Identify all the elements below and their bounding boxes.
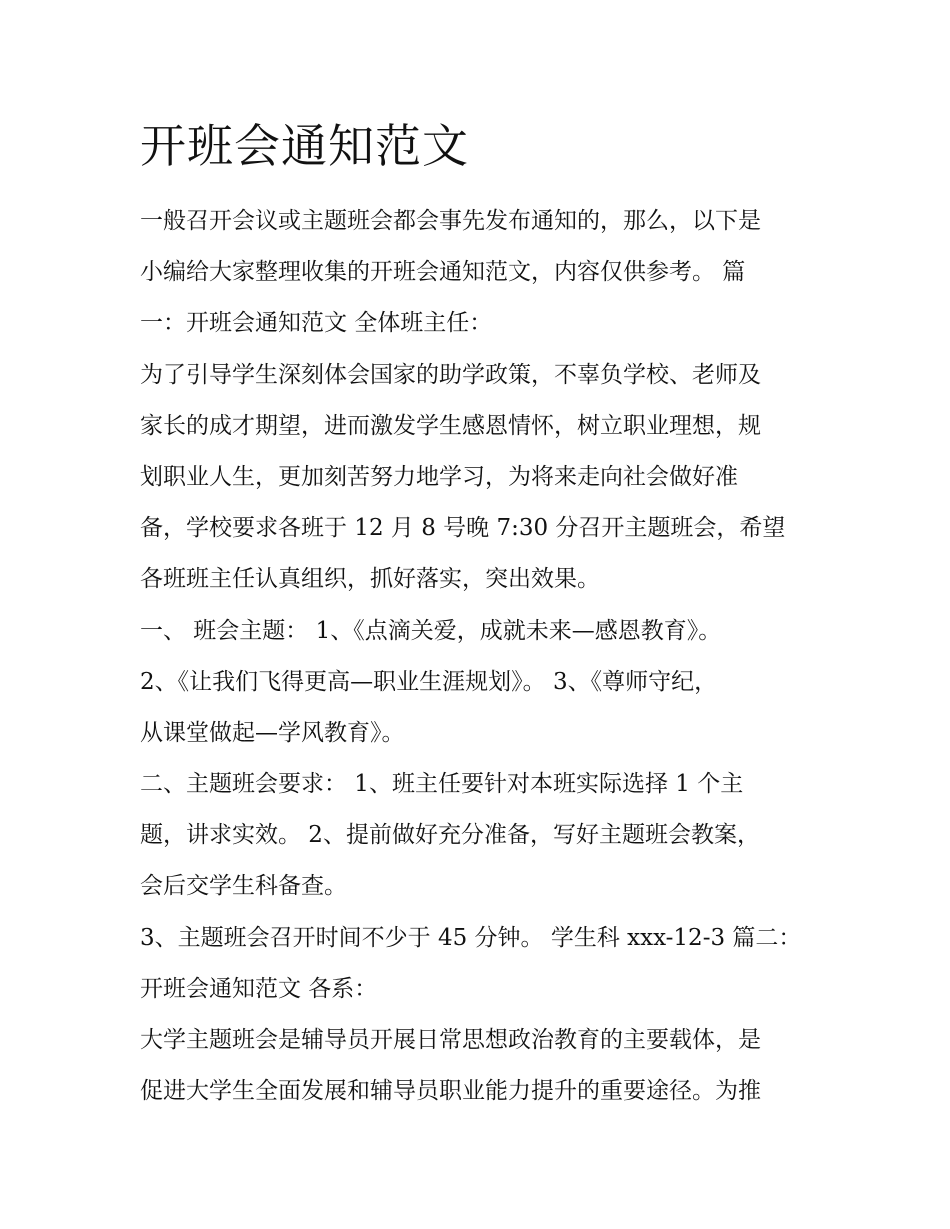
body-line: 二、主题班会要求： 1、班主任要针对本班实际选择 1 个主 — [140, 771, 744, 798]
document-title: 开班会通知范文 — [140, 119, 469, 173]
body-line: 2、《让我们飞得更高—职业生涯规划》。 3、《尊师守纪， — [140, 668, 718, 695]
body-line: 各班班主任认真组织，抓好落实，突出效果。 — [140, 566, 600, 593]
body-line: 为了引导学生深刻体会国家的助学政策，不辜负学校、老师及 — [140, 361, 761, 388]
body-line: 一、 班会主题： 1、《点滴关爱，成就未来—感恩教育》。 — [140, 617, 722, 644]
document-body — [140, 196, 820, 1117]
body-line: 3、主题班会召开时间不少于 45 分钟。 学生科 xxx-12-3 篇二： — [140, 924, 802, 951]
body-line: 大学主题班会是辅导员开展日常思想政治教育的主要载体，是 — [140, 1027, 761, 1053]
body-line: 会后交学生科备查。 — [140, 873, 347, 900]
body-line: 家长的成才期望，进而激发学生感恩情怀，树立职业理想，规 — [140, 412, 761, 439]
body-line: 开班会通知范文 各系： — [140, 975, 378, 1002]
body-line: 一：开班会通知范文 全体班主任： — [140, 310, 493, 337]
body-line: 从课堂做起—学风教育》。 — [140, 719, 405, 746]
body-line: 促进大学生全面发展和辅导员职业能力提升的重要途径。为推 — [140, 1078, 761, 1105]
body-line: 备，学校要求各班于 12 月 8 号晚 7:30 分召开主题班会，希望 — [140, 515, 786, 542]
body-line: 题，讲求实效。 2、提前做好充分准备，写好主题班会教案， — [140, 822, 760, 849]
body-line: 一般召开会议或主题班会都会事先发布通知的，那么，以下是 — [140, 208, 761, 234]
body-line: 划职业人生，更加刻苦努力地学习，为将来走向社会做好准 — [140, 463, 738, 490]
body-line: 小编给大家整理收集的开班会通知范文，内容仅供参考。 篇 — [140, 259, 746, 286]
